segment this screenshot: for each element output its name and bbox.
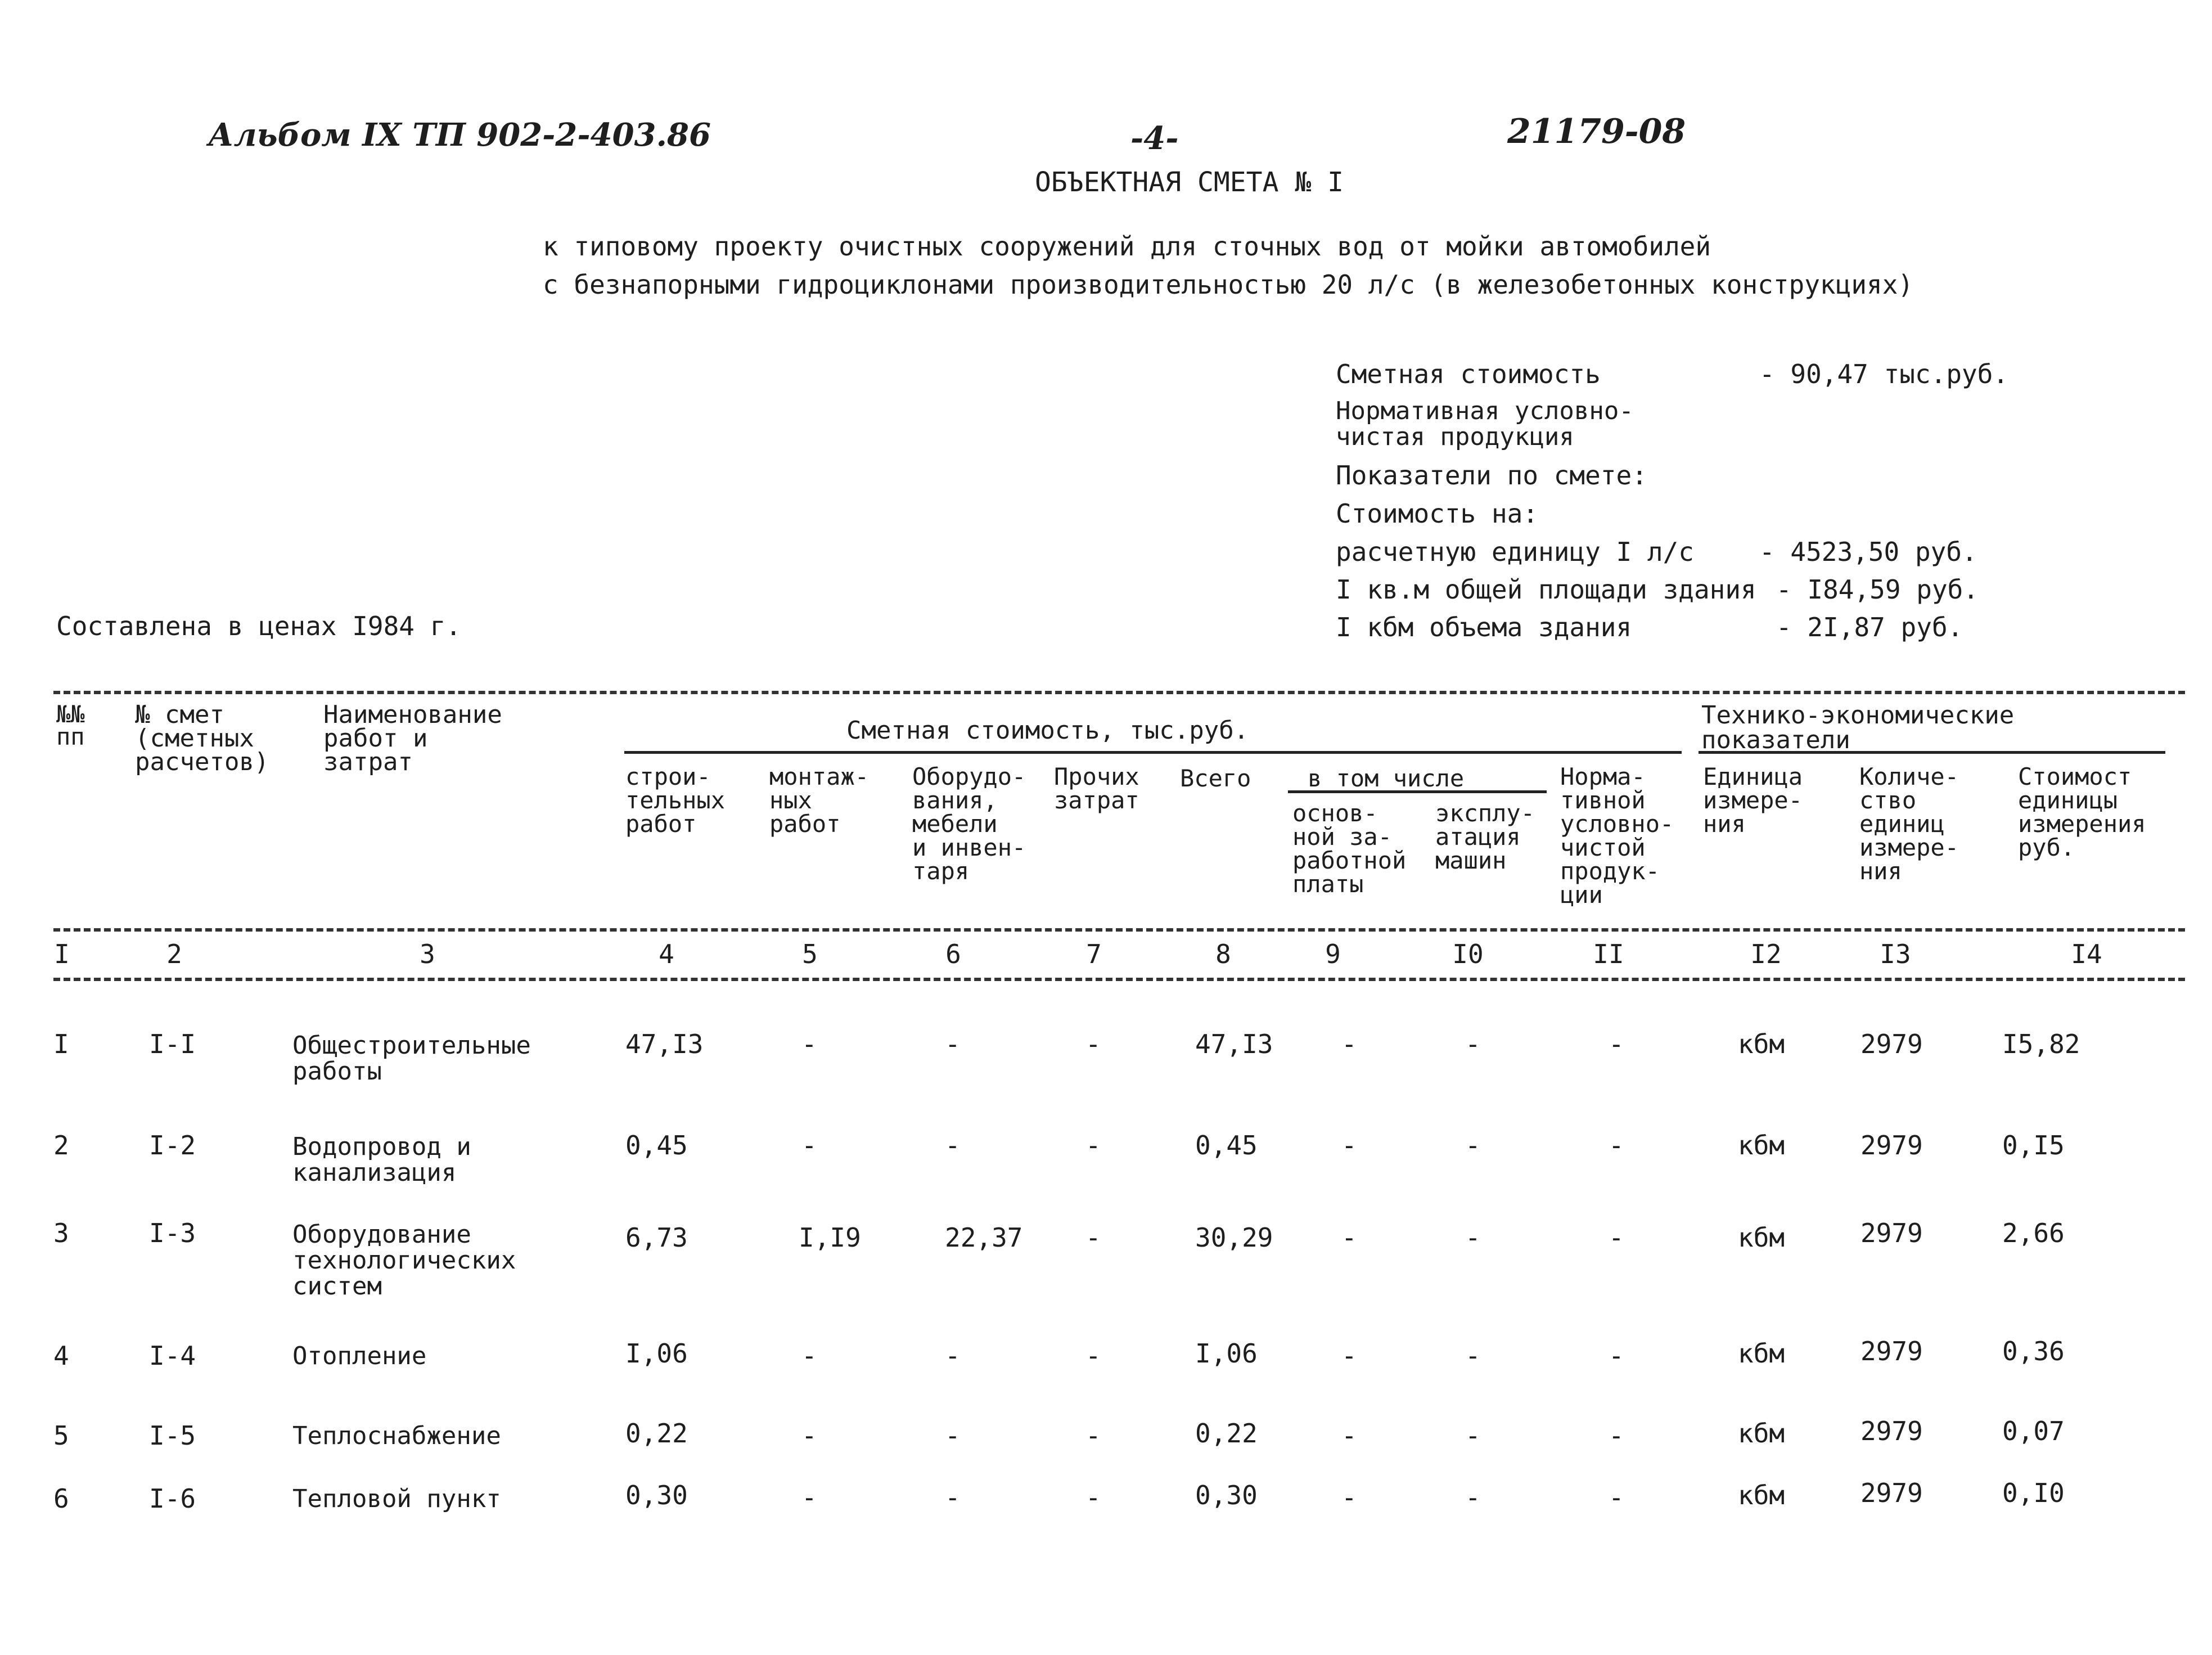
header-cost-group: Сметная стоимость, тыс.руб.	[846, 716, 1249, 745]
volume-value: - 2I,87 руб.	[1776, 612, 1963, 642]
quantity: 2979	[1860, 1130, 1923, 1161]
header-total: Всего	[1180, 764, 1251, 792]
machines: -	[1465, 1029, 1481, 1059]
installation-cost: -	[801, 1482, 817, 1513]
estimate-code: I-I	[149, 1029, 196, 1059]
column-number: 9	[1325, 939, 1341, 969]
area-label: I кв.м общей площади здания	[1336, 574, 1756, 605]
row-number: 2	[53, 1130, 69, 1161]
work-name: Водопровод и канализация	[292, 1132, 471, 1187]
unit-cost: 2,66	[2002, 1218, 2065, 1248]
document-code: 21179-08	[1507, 112, 1686, 151]
installation-cost: -	[801, 1341, 817, 1371]
unit: кбм	[1738, 1480, 1785, 1510]
machines: -	[1465, 1482, 1481, 1513]
header-wages: основ- ной за- работной платы	[1292, 799, 1407, 898]
quantity: 2979	[1860, 1416, 1923, 1446]
page-number: -4-	[1130, 120, 1179, 157]
unit-cost: 0,36	[2002, 1336, 2065, 1366]
area-value: - I84,59 руб.	[1776, 574, 1979, 605]
quantity: 2979	[1860, 1336, 1923, 1366]
header-row-number: №№ пп	[56, 700, 85, 750]
wages: -	[1341, 1482, 1357, 1513]
work-name: Отопление	[292, 1342, 427, 1370]
quantity: 2979	[1860, 1478, 1923, 1508]
row-number: 3	[53, 1218, 69, 1248]
other-cost: -	[1085, 1482, 1101, 1513]
other-cost: -	[1085, 1420, 1101, 1451]
wages: -	[1341, 1341, 1357, 1371]
installation-cost: -	[801, 1130, 817, 1161]
column-number: 3	[420, 939, 435, 969]
unit-cost: I5,82	[2002, 1029, 2080, 1059]
header-installation: монтаж- ных работ	[769, 763, 870, 838]
normative: -	[1609, 1222, 1624, 1253]
construction-cost: 0,45	[625, 1130, 688, 1161]
cost-label: Сметная стоимость	[1336, 359, 1601, 389]
header-machines: эксплу- атация машин	[1435, 799, 1535, 874]
quantity: 2979	[1860, 1218, 1923, 1248]
volume-label: I кбм объема здания	[1336, 612, 1632, 642]
column-number: 4	[659, 939, 674, 969]
column-number: I	[54, 939, 70, 969]
work-name: Тепловой пункт	[292, 1485, 501, 1513]
normative: -	[1609, 1029, 1624, 1059]
construction-cost: 0,30	[625, 1480, 688, 1510]
unit: кбм	[1738, 1418, 1785, 1449]
total-cost: 47,I3	[1195, 1029, 1273, 1059]
machines: -	[1465, 1420, 1481, 1451]
column-number: I2	[1750, 939, 1782, 969]
estimate-code: I-5	[149, 1420, 196, 1451]
unit-cost: 0,07	[2002, 1416, 2065, 1446]
wages: -	[1341, 1222, 1357, 1253]
header-unit: Единица измере- ния	[1703, 763, 1803, 838]
unit: кбм	[1738, 1338, 1785, 1369]
header-construction: строи- тельных работ	[625, 763, 726, 838]
total-cost: 0,22	[1195, 1418, 1258, 1449]
other-cost: -	[1085, 1130, 1101, 1161]
equipment-cost: -	[945, 1029, 961, 1059]
equipment-cost: 22,37	[945, 1222, 1023, 1253]
album-reference: Альбом IX ТП 902-2-403.86	[208, 116, 711, 154]
normative: -	[1609, 1482, 1624, 1513]
header-normative: Норма- тивной условно- чистой продук- ции	[1560, 763, 1674, 909]
work-name: Оборудование технологических систем	[292, 1220, 516, 1301]
column-number: 2	[166, 939, 182, 969]
estimate-code: I-3	[149, 1218, 196, 1248]
indicators-label: Показатели по смете:	[1336, 460, 1647, 491]
column-number: 8	[1215, 939, 1231, 969]
machines: -	[1465, 1130, 1481, 1161]
quantity: 2979	[1860, 1029, 1923, 1059]
unit-label: расчетную единицу I л/с	[1336, 537, 1694, 567]
other-cost: -	[1085, 1029, 1101, 1059]
row-number: 4	[53, 1341, 69, 1371]
row-number: 5	[53, 1420, 69, 1451]
column-number: II	[1593, 939, 1624, 969]
header-name: Наименование работ и затрат	[323, 700, 502, 776]
equipment-cost: -	[945, 1420, 961, 1451]
total-cost: I,06	[1195, 1338, 1258, 1369]
header-unit-cost: Стоимост единицы измерения руб.	[2018, 763, 2146, 861]
other-cost: -	[1085, 1222, 1101, 1253]
unit: кбм	[1738, 1222, 1785, 1253]
subtitle-line-1: к типовому проекту очистных сооружений для сточных вод от мойки автомобилей	[543, 231, 1711, 262]
total-cost: 0,45	[1195, 1130, 1258, 1161]
machines: -	[1465, 1222, 1481, 1253]
unit-value: - 4523,50 руб.	[1759, 537, 1977, 567]
wages: -	[1341, 1029, 1357, 1059]
header-including-group: в том числе	[1308, 764, 1465, 792]
row-number: I	[53, 1029, 69, 1059]
header-other: Прочих затрат	[1054, 763, 1139, 814]
wages: -	[1341, 1130, 1357, 1161]
construction-cost: 0,22	[625, 1418, 688, 1449]
column-number: I0	[1452, 939, 1484, 969]
header-equipment: Оборудо- вания, мебели и инвен- таря	[912, 763, 1026, 885]
cost-group-underline	[624, 751, 1682, 754]
header-bottom-rule	[53, 928, 2185, 932]
column-number: I3	[1880, 939, 1911, 969]
column-number: 5	[802, 939, 818, 969]
installation-cost: I,I9	[799, 1222, 861, 1253]
installation-cost: -	[801, 1029, 817, 1059]
wages: -	[1341, 1420, 1357, 1451]
estimate-code: I-4	[149, 1341, 196, 1371]
total-cost: 30,29	[1195, 1222, 1273, 1253]
subtitle-line-2: с безнапорными гидроциклонами производительностью 20 л/с (в железобетонных конструкциях)	[543, 269, 1914, 300]
cost-per-label: Стоимость на:	[1336, 498, 1539, 529]
prices-note: Составлена в ценах I984 г.	[56, 611, 462, 641]
normative-label: Нормативная условно- чистая продукция	[1336, 397, 1634, 451]
column-number: 7	[1086, 939, 1102, 969]
cost-value: - 90,47 тыс.руб.	[1759, 359, 2009, 389]
equipment-cost: -	[945, 1130, 961, 1161]
machines: -	[1465, 1341, 1481, 1371]
header-tech-group: Технико-экономические показатели	[1701, 701, 2015, 754]
work-name: Общестроительные работы	[292, 1031, 531, 1086]
total-cost: 0,30	[1195, 1480, 1258, 1510]
construction-cost: I,06	[625, 1338, 688, 1369]
document-title: ОБЪЕКТНАЯ СМЕТА № I	[1035, 167, 1344, 198]
normative: -	[1609, 1341, 1624, 1371]
unit: кбм	[1738, 1029, 1785, 1059]
work-name: Теплоснабжение	[292, 1422, 501, 1450]
construction-cost: 47,I3	[625, 1029, 704, 1059]
unit: кбм	[1738, 1130, 1785, 1161]
estimate-code: I-6	[149, 1483, 196, 1514]
other-cost: -	[1085, 1341, 1101, 1371]
construction-cost: 6,73	[625, 1222, 688, 1253]
equipment-cost: -	[945, 1341, 961, 1371]
installation-cost: -	[801, 1420, 817, 1451]
normative: -	[1609, 1420, 1624, 1451]
unit-cost: 0,I0	[2002, 1478, 2065, 1508]
column-numbers-rule	[53, 978, 2185, 981]
table-top-rule	[53, 691, 2185, 694]
column-number: I4	[2071, 939, 2102, 969]
equipment-cost: -	[945, 1482, 961, 1513]
normative: -	[1609, 1130, 1624, 1161]
header-quantity: Количе- ство единиц измере- ния	[1859, 763, 1959, 885]
row-number: 6	[53, 1483, 69, 1514]
estimate-code: I-2	[149, 1130, 196, 1161]
unit-cost: 0,I5	[2002, 1130, 2065, 1161]
column-number: 6	[945, 939, 961, 969]
header-estimate-number: № смет (сметных расчетов)	[135, 700, 269, 776]
